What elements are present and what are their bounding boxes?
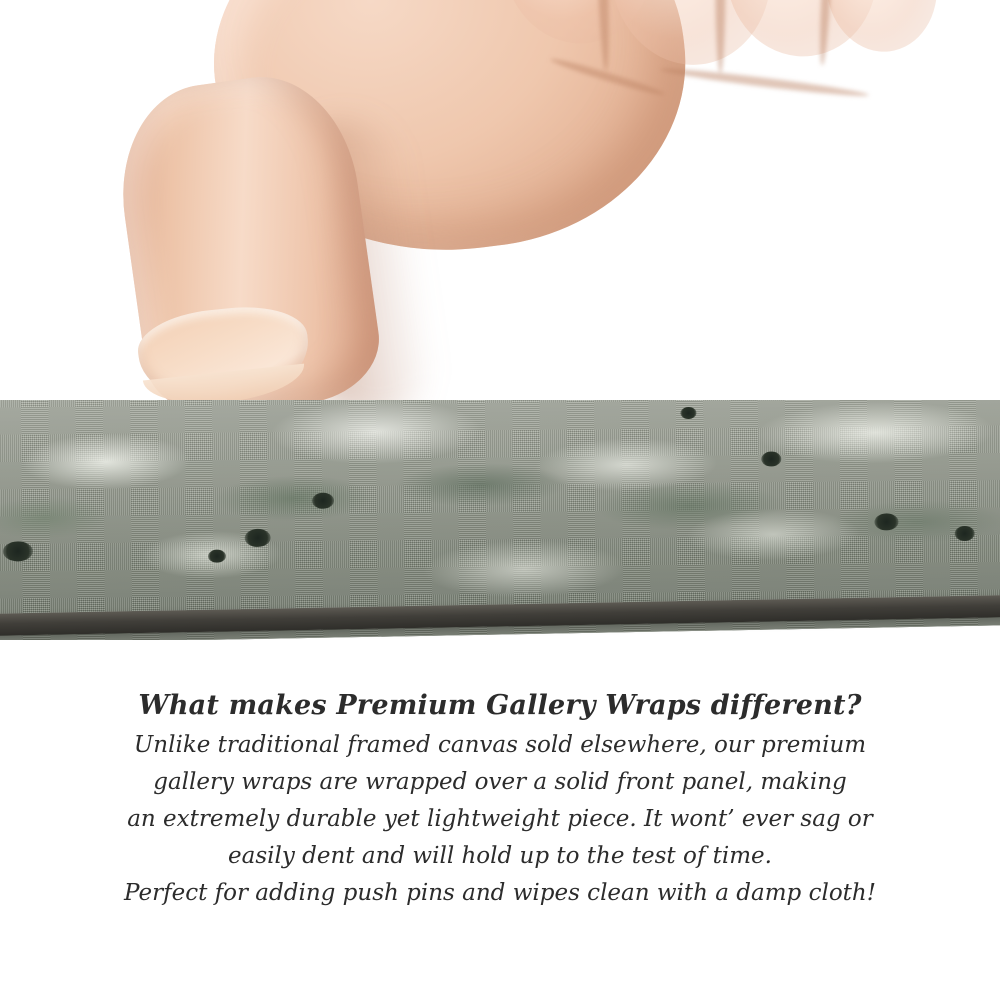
finger-crease-4 [660,65,870,100]
canvas-speck [3,541,33,562]
caption-line: easily dent and will hold up to the test of time. [228,843,772,869]
caption-line: Unlike traditional framed canvas sold elsewhere, our premium [133,732,867,758]
canvas-speck [680,407,696,419]
caption-body [0,727,1000,912]
caption-line: Perfect for adding push pins and wipes clean with a damp cloth! [124,880,876,906]
caption-line: an extremely durable yet lightweight piece. It wont’ ever sag or [127,806,873,832]
canvas-speck [245,529,271,547]
canvas-speck [874,513,898,530]
canvas-speck [761,451,781,466]
caption-block [0,690,1000,912]
caption-heading: What makes Premium Gallery Wraps different? [138,690,862,721]
hand-illustration [0,0,1000,420]
finger-crease-2 [715,0,725,73]
canvas-speck [955,526,975,541]
canvas-speck [208,550,226,563]
canvas-speck [312,493,334,509]
caption-line: gallery wraps are wrapped over a solid front panel, making [153,769,847,795]
canvas-wrap-edge [0,400,1000,640]
